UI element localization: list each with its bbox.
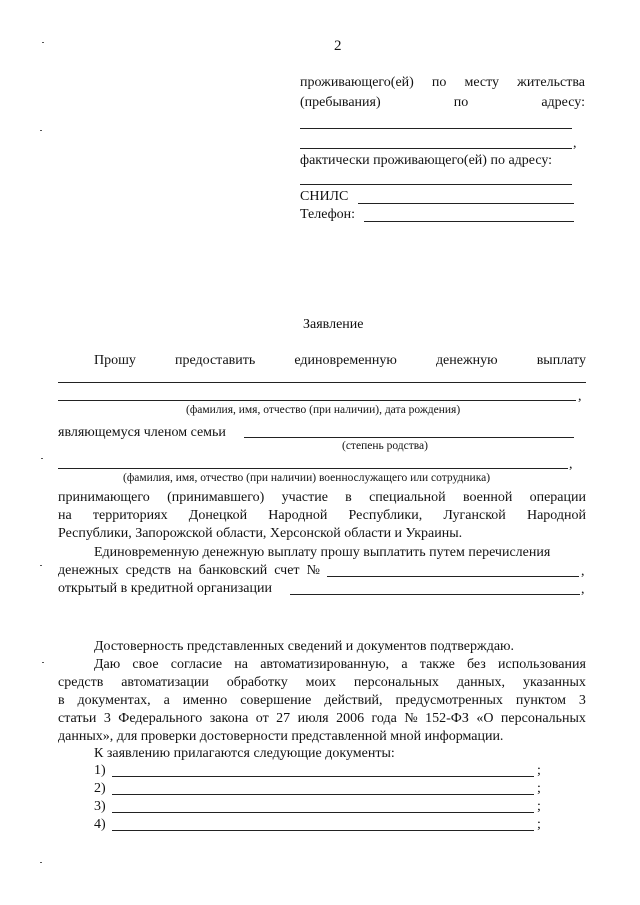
attachment-field[interactable] [112, 812, 534, 813]
operation-para-line-2 [58, 507, 586, 524]
attachment-number: 4) [94, 817, 106, 832]
word: предоставить [174, 353, 256, 368]
word: автоматизации [121, 675, 209, 690]
actual-address-label: фактически проживающего(ей) по адресу: [300, 153, 553, 168]
word: жительства [517, 75, 585, 90]
word: 3 [103, 711, 111, 726]
word: операции [529, 490, 586, 505]
snils-field[interactable] [358, 203, 574, 204]
word: территориях [92, 508, 168, 523]
attachment-terminator: ; [537, 817, 541, 832]
caption-fio: (фамилия, имя, отчество (при наличии), дата рождения) [186, 404, 461, 416]
consent-line-2 [58, 674, 586, 691]
word: от [255, 711, 269, 726]
word: 3 [578, 693, 586, 708]
bank-account-comma: , [581, 564, 585, 579]
word: года [371, 711, 397, 726]
word: на [178, 563, 192, 578]
word: персональных [353, 675, 439, 690]
word: средств [125, 563, 171, 578]
word: проживающего(ей) [300, 75, 414, 90]
operation-para-line-1 [58, 489, 586, 506]
word: данных, [456, 675, 506, 690]
word: Прошу [94, 353, 136, 368]
word: на [234, 657, 249, 672]
word: закона [209, 711, 249, 726]
attachment-terminator: ; [537, 799, 541, 814]
attachment-terminator: ; [537, 781, 541, 796]
scan-mark [40, 130, 42, 131]
residence-address-comma: , [573, 136, 577, 151]
residence-address-field-1[interactable] [300, 128, 572, 129]
attachments-label: К заявлению прилагаются следующие документы: [94, 746, 395, 761]
word: Донецкой [188, 508, 248, 523]
word: указанных [522, 675, 586, 690]
phone-label: Телефон: [300, 207, 356, 222]
word: 152-ФЗ [425, 711, 469, 726]
word: в [58, 693, 65, 708]
word: без [466, 657, 486, 672]
actual-address-field[interactable] [300, 184, 572, 185]
attachment-field[interactable] [112, 776, 534, 777]
word: предусмотренных [395, 693, 503, 708]
recipient-fio-comma: , [578, 389, 582, 404]
recipient-fio-field-1[interactable] [58, 382, 586, 383]
word: принимающего [58, 490, 150, 505]
word: по [453, 95, 469, 110]
attachment-number: 2) [94, 781, 106, 796]
word: использования [498, 657, 586, 672]
attachment-number: 3) [94, 799, 106, 814]
word: свое [132, 657, 159, 672]
word: а [401, 657, 408, 672]
attachment-number: 1) [94, 763, 106, 778]
word: Федерального [118, 711, 203, 726]
consent-line-4 [58, 710, 586, 727]
credit-organization-field[interactable] [290, 594, 580, 595]
bank-line-1: Единовременную денежную выплату прошу выплатить путем перечисления [94, 545, 551, 560]
word: Народной [526, 508, 586, 523]
applicant-residence-line-1 [300, 74, 585, 91]
recipient-fio-field-2[interactable] [58, 400, 576, 401]
word: (принимавшего) [167, 490, 265, 505]
bank-line-3: открытый в кредитной организации [58, 581, 272, 596]
word: месту [464, 75, 500, 90]
word: «О [476, 711, 494, 726]
word: статьи [58, 711, 97, 726]
consent-line-5: данных», для проверки достоверности представленной мной информации. [58, 729, 504, 744]
word: (пребывания) [300, 95, 381, 110]
word: выплату [536, 353, 586, 368]
document-title: Заявление [303, 317, 364, 332]
word: Народной [268, 508, 328, 523]
family-member-label: являющемуся членом семьи [58, 425, 226, 440]
word: пунктом [515, 693, 566, 708]
word: моих [305, 675, 336, 690]
scan-mark [41, 458, 43, 459]
bank-account-field[interactable] [327, 576, 579, 577]
page-number: 2 [334, 38, 342, 54]
word: денежную [435, 353, 498, 368]
word: по [431, 75, 447, 90]
applicant-residence-line-2 [300, 94, 585, 111]
word: действий, [324, 693, 383, 708]
confirm-line: Достоверность представленных сведений и документов подтверждаю. [94, 639, 514, 654]
word: № [306, 563, 320, 578]
word: также [419, 657, 455, 672]
word: согласие [170, 657, 223, 672]
word: в [345, 490, 352, 505]
word: июля [297, 711, 329, 726]
caption-serviceman: (фамилия, имя, отчество (при наличии) военнослужащего или сотрудника) [123, 472, 491, 484]
word: специальной [369, 490, 446, 505]
phone-field[interactable] [364, 221, 574, 222]
consent-line-3 [58, 692, 586, 709]
word: именно [182, 693, 228, 708]
word: а [163, 693, 170, 708]
word: 27 [276, 711, 291, 726]
word: военной [462, 490, 513, 505]
serviceman-fio-comma: , [569, 457, 573, 472]
word: Даю [94, 657, 121, 672]
word: участие [281, 490, 328, 505]
word: совершение [240, 693, 312, 708]
serviceman-fio-field[interactable] [58, 468, 568, 469]
word: № [404, 711, 418, 726]
request-line-1 [94, 352, 586, 369]
word: обработку [226, 675, 288, 690]
relation-field[interactable] [244, 437, 574, 438]
word: счет [274, 563, 300, 578]
scan-mark [42, 42, 44, 43]
bank-line-2 [58, 562, 320, 579]
word: 2006 [336, 711, 365, 726]
word: единовременную [294, 353, 397, 368]
credit-organization-comma: , [581, 582, 585, 597]
word: документах, [77, 693, 151, 708]
word: Луганской [443, 508, 506, 523]
scan-mark [42, 662, 44, 663]
attachment-field[interactable] [112, 830, 534, 831]
word: Республики, [348, 508, 423, 523]
scan-mark [40, 565, 42, 566]
word: автоматизированную, [260, 657, 390, 672]
word: адресу: [541, 95, 585, 110]
word: персональных [500, 711, 586, 726]
attachment-terminator: ; [537, 763, 541, 778]
word: на [58, 508, 72, 523]
consent-line-1 [94, 656, 586, 673]
residence-address-field-2[interactable] [300, 148, 572, 149]
attachment-field[interactable] [112, 794, 534, 795]
operation-para-line-3: Республики, Запорожской области, Херсонской области и Украины. [58, 526, 463, 541]
word: денежных [58, 563, 119, 578]
caption-relation: (степень родства) [342, 440, 428, 452]
snils-label: СНИЛС [300, 189, 349, 204]
scan-mark [40, 862, 42, 863]
word: банковский [198, 563, 268, 578]
word: средств [58, 675, 104, 690]
